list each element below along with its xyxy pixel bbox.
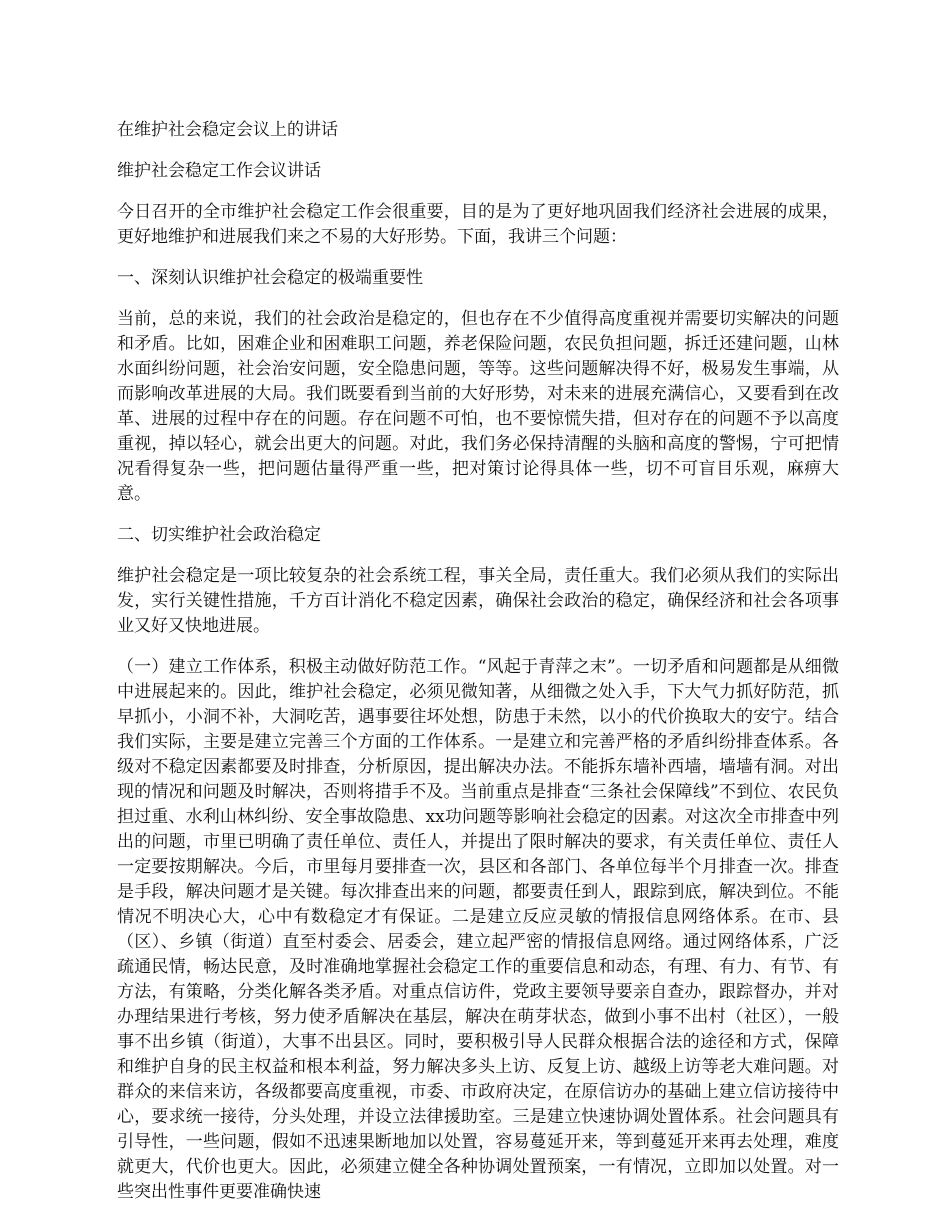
document-subtitle: 维护社会稳定工作会议讲话 xyxy=(117,161,321,181)
section-1-paragraph: 当前，总的来说，我们的社会政治是稳定的，但也存在不少值得高度重视并需要切实解决的问题和矛盾。比如，困难企业和困难职工问题，养老保险问题，农民负担问题，拆迁还建问题，山林水面纠纷问题，社会治安问题，安全隐患问题，等等。这些问题解决得不好，极易发生事端，从而影响改革进展的大局。我们既要看到当前的大好形势，对未来的进展充满信心，又要看到在改革、进展的过程中存在的问题。存在问题不可怕，也不要惊慌失措，但对存在的问题不予以高度重视，掉以轻心，就会出更大的问题。对此，我们务必保持清醒的头脑和高度的警惕，宁可把情况看得复杂一些，把问题估量得严重一些，把对策讨论得具体一些，切不可盲目乐观，麻痹大意。 xyxy=(117,309,839,504)
intro-paragraph: 今日召开的全市维护社会稳定工作会很重要，目的是为了更好地巩固我们经济社会进展的成果，更好地维护和进展我们来之不易的大好形势。下面，我讲三个问题： xyxy=(117,202,839,247)
section-heading-2: 二、切实维护社会政治稳定 xyxy=(117,525,321,545)
section-heading-1: 一、深刻认识维护社会稳定的极端重要性 xyxy=(117,268,423,288)
section-2-paragraph: 维护社会稳定是一项比较复杂的社会系统工程，事关全局，责任重大。我们必须从我们的实际出发，实行关键性措施，千方百计消化不稳定因素，确保社会政治的稳定，确保经济和社会各项事业又好又快地进展。 xyxy=(117,566,839,636)
document-page xyxy=(117,118,839,1218)
document-title: 在维护社会稳定会议上的讲话 xyxy=(117,120,338,140)
subsection-1-paragraph: （一）建立工作体系，积极主动做好防范工作。“风起于青萍之末”。一切矛盾和问题都是从细微中进展起来的。因此，维护社会稳定，必须见微知著，从细微之处入手，下大气力抓好防范，抓早抓小，小洞不补，大洞吃苦，遇事要往坏处想，防患于未然，以小的代价换取大的安宁。结合我们实际，主要是建立完善三个方面的工作体系。一是建立和完善严格的矛盾纠纷排查体系。各级对不稳定因素都要及时排查，分析原因，提出解决办法。不能拆东墙补西墙，墙墙有洞。对出现的情况和问题及时解决，否则将措手不及。当前重点是排查“三条社会保障线”不到位、农民负担过重、水利山林纠纷、安全事故隐患、xx功问题等影响社会稳定的因素。对这次全市排查中列出的问题，市里已明确了责任单位、责任人，并提出了限时解决的要求，有关责任单位、责任人一定要按期解决。今后，市里每月要排查一次，县区和各部门、各单位每半个月排查一次。排查是手段，解决问题才是关键。每次排查出来的问题，都要责任到人，跟踪到底，解决到位。不能情况不明决心大，心中有数稳定才有保证。二是建立反应灵敏的情报信息网络体系。在市、县（区）、乡镇（街道）直至村委会、居委会，建立起严密的情报信息网络。通过网络体系，广泛疏通民情，畅达民意，及时准确地掌握社会稳定工作的重要信息和动态，有理、有力、有节、有方法，有策略，分类化解各类矛盾。对重点信访件，党政主要领导要亲自查办，跟踪督办，并对办理结果进行考核，努力使矛盾解决在基层，解决在萌芽状态，做到小事不出村（社区），一般事不出乡镇（街道），大事不出县区。同时，要积极引导人民群众根据合法的途径和方式，保障和维护自身的民主权益和根本利益，努力解决多头上访、反复上访、越级上访等老大难问题。对群众的来信来访，各级都要高度重视，市委、市政府决定，在原信访办的基础上建立信访接待中心，要求统一接待，分头处理，并设立法律援助室。三是建立快速协调处置体系。社会问题具有引导性，一些问题，假如不迅速果断地加以处置，容易蔓延开来，等到蔓延开来再去处理，难度就更大，代价也更大。因此，必须建立健全各种协调处置预案，一有情况，立即加以处置。对一些突出性事件更要准确快速 xyxy=(117,657,839,1202)
